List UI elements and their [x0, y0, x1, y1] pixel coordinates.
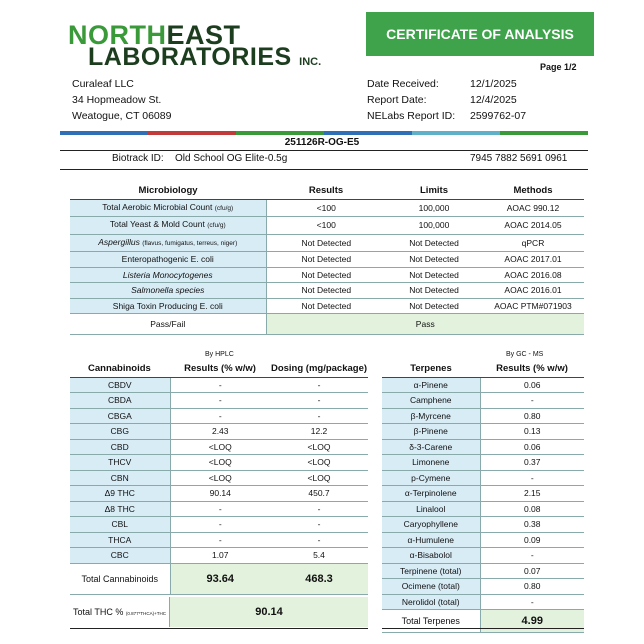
hplc-method-label: By HPLC	[205, 351, 234, 358]
company-logo-line2	[88, 45, 321, 75]
total-thc-formula: (0.877*THCA)+THC	[125, 611, 167, 616]
table-row	[382, 439, 584, 455]
test-method: AOAC 990.12	[482, 199, 584, 217]
cannabinoid-dosing: <LOQ	[270, 470, 368, 486]
terpene-name: Linalool	[382, 501, 480, 517]
cannabinoid-result: <LOQ	[170, 439, 270, 455]
terpene-result: -	[480, 393, 584, 409]
total-thc-label	[70, 597, 170, 627]
table-row	[70, 377, 368, 393]
color-bar-segment	[324, 131, 412, 135]
gcms-method-label: By GC - MS	[506, 351, 544, 358]
table-row	[70, 393, 368, 409]
test-limit: Not Detected	[386, 234, 482, 252]
test-method: AOAC PTM#071903	[482, 298, 584, 314]
test-method: AOAC 2016.01	[482, 283, 584, 299]
cannabinoid-dosing: 450.7	[270, 486, 368, 502]
terpene-results-header: Results (% w/w)	[480, 362, 584, 377]
color-bar-segment	[60, 131, 148, 135]
terpene-result: -	[480, 470, 584, 486]
cannabinoid-name: THCA	[70, 532, 170, 548]
test-limit: Not Detected	[386, 252, 482, 268]
biotrack-number: 7945 7882 5691 0961	[470, 153, 568, 164]
cannabinoid-name: CBGA	[70, 408, 170, 424]
client-name: Curaleaf LLC	[72, 78, 134, 90]
test-unit: (cfu/g)	[207, 222, 226, 229]
report-meta-labels	[367, 76, 455, 124]
table-row	[70, 234, 584, 252]
client-address-line2: Weatogue, CT 06089	[72, 110, 172, 122]
test-limit: 100,000	[386, 199, 482, 217]
table-row	[382, 501, 584, 517]
terpene-result: -	[480, 594, 584, 610]
cannabinoid-dosing: -	[270, 408, 368, 424]
table-row	[70, 424, 368, 440]
test-result: Not Detected	[266, 283, 386, 299]
cannabinoid-dosing: -	[270, 393, 368, 409]
table-row	[70, 455, 368, 471]
terpene-name: β-Myrcene	[382, 408, 480, 424]
test-result: Not Detected	[266, 234, 386, 252]
cannabinoid-name: THCV	[70, 455, 170, 471]
terpene-result: 0.80	[480, 408, 584, 424]
cannabinoid-name: Δ8 THC	[70, 501, 170, 517]
cannabinoid-result: 90.14	[170, 486, 270, 502]
cannabinoid-result: -	[170, 377, 270, 393]
cannabinoid-dosing: -	[270, 501, 368, 517]
terpene-result: 0.06	[480, 439, 584, 455]
logo-text-laboratories: LABORATORIES	[88, 43, 292, 71]
microbiology-test	[70, 234, 266, 252]
terpene-name: Limonene	[382, 455, 480, 471]
terpene-name: Caryophyllene	[382, 517, 480, 533]
table-row	[70, 517, 368, 533]
logo-text-inc: INC.	[299, 56, 322, 68]
test-limit: Not Detected	[386, 267, 482, 283]
cannabinoid-result: 2.43	[170, 424, 270, 440]
test-method: AOAC 2014.05	[482, 217, 584, 235]
cannabinoid-name: CBL	[70, 517, 170, 533]
cannabinoid-result: -	[170, 501, 270, 517]
microbiology-test	[70, 267, 266, 283]
biotrack-label: Biotrack ID:	[112, 153, 164, 164]
cannabinoid-name: CBN	[70, 470, 170, 486]
terpene-name: Terpinene (total)	[382, 563, 480, 579]
test-result: <100	[266, 217, 386, 235]
cannabinoid-result: -	[170, 408, 270, 424]
terpene-result: 0.38	[480, 517, 584, 533]
cannabinoid-dosing: -	[270, 377, 368, 393]
test-result: Not Detected	[266, 267, 386, 283]
microbiology-test	[70, 298, 266, 314]
terpene-name: α-Bisabolol	[382, 548, 480, 564]
cannabinoids-header: Cannabinoids	[70, 362, 170, 377]
color-bar-segment	[148, 131, 236, 135]
total-terpenes-value: 4.99	[480, 610, 584, 633]
test-result: Not Detected	[266, 298, 386, 314]
terpene-name: p-Cymene	[382, 470, 480, 486]
microbiology-test	[70, 252, 266, 268]
cannabinoids-table	[70, 362, 368, 595]
test-name: Listeria Monocytogenes	[122, 269, 213, 280]
microbiology-test	[70, 283, 266, 299]
total-cannabinoids-dosing: 468.3	[270, 563, 368, 594]
test-name: Shiga Toxin Producing E. coli	[112, 300, 223, 311]
terpene-result: 0.13	[480, 424, 584, 440]
cannabinoid-dosing: <LOQ	[270, 455, 368, 471]
color-bar-segment	[500, 131, 588, 135]
table-row	[382, 470, 584, 486]
table-row	[382, 393, 584, 409]
table-row	[382, 594, 584, 610]
logo-text-east: EAST	[166, 20, 241, 50]
table-row	[382, 563, 584, 579]
cannabinoid-name: CBDA	[70, 393, 170, 409]
cannabinoid-result: -	[170, 517, 270, 533]
cannabinoid-result: -	[170, 393, 270, 409]
page-number: Page 1/2	[540, 62, 577, 72]
report-id-value: 2599762-07	[470, 110, 527, 122]
microbiology-test	[70, 217, 266, 235]
product-name: Old School OG Elite-0.5g	[175, 153, 288, 164]
terpene-result: 0.06	[480, 377, 584, 393]
microbiology-test	[70, 199, 266, 217]
report-meta-values	[470, 76, 526, 124]
terpenes-table	[382, 362, 584, 633]
results-header: Results	[266, 184, 386, 199]
cannabinoid-dosing: -	[270, 517, 368, 533]
table-row	[382, 532, 584, 548]
table-row	[382, 579, 584, 595]
cannabinoid-dosing: <LOQ	[270, 439, 368, 455]
test-result: Not Detected	[266, 252, 386, 268]
table-row	[70, 252, 584, 268]
terpene-name: Camphene	[382, 393, 480, 409]
cannabinoid-result: <LOQ	[170, 470, 270, 486]
table-row	[382, 486, 584, 502]
table-row	[382, 455, 584, 471]
cannabinoid-result: 1.07	[170, 548, 270, 564]
total-thc-label-text: Total THC %	[73, 607, 124, 617]
test-limit: 100,000	[386, 217, 482, 235]
color-bar-segment	[412, 131, 500, 135]
table-row	[382, 517, 584, 533]
test-result: <100	[266, 199, 386, 217]
table-row	[382, 548, 584, 564]
test-name: Total Yeast & Mold Count	[109, 219, 205, 229]
test-name: Salmonella species	[131, 285, 205, 295]
pass-fail-row	[70, 314, 584, 335]
test-method: qPCR	[482, 234, 584, 252]
table-row	[70, 283, 584, 299]
table-row	[70, 501, 368, 517]
table-row	[70, 267, 584, 283]
total-cannabinoids-result: 93.64	[170, 563, 270, 594]
terpene-name: δ-3-Carene	[382, 439, 480, 455]
total-cannabinoids-label: Total Cannabinoids	[70, 563, 170, 594]
dosing-header: Dosing (mg/package)	[270, 362, 368, 377]
table-row	[382, 408, 584, 424]
cannabinoid-dosing: 5.4	[270, 548, 368, 564]
terpene-name: α-Terpinolene	[382, 486, 480, 502]
cannabinoid-name: CBC	[70, 548, 170, 564]
report-date-value: 12/4/2025	[470, 94, 517, 106]
terpene-name: Nerolidol (total)	[382, 594, 480, 610]
color-bar-segment	[236, 131, 324, 135]
test-limit: Not Detected	[386, 283, 482, 299]
test-unit: (cfu/g)	[214, 204, 234, 212]
terpene-result: -	[480, 548, 584, 564]
table-row	[70, 439, 368, 455]
table-row	[70, 298, 584, 314]
cannabinoid-name: CBD	[70, 439, 170, 455]
table-row	[70, 217, 584, 235]
date-received-label: Date Received:	[367, 78, 439, 90]
cannabinoid-name: CBG	[70, 424, 170, 440]
table-row	[70, 486, 368, 502]
total-thc-row	[70, 597, 368, 627]
test-name: Total Aerobic Microbial Count	[102, 201, 213, 212]
test-method: AOAC 2016.08	[482, 267, 584, 283]
divider	[60, 169, 588, 170]
cannabinoid-dosing: 12.2	[270, 424, 368, 440]
report-date-label: Report Date:	[367, 94, 427, 106]
cannabinoid-name: Δ9 THC	[70, 486, 170, 502]
pass-fail-label: Pass/Fail	[70, 314, 266, 335]
table-row	[70, 408, 368, 424]
cannabinoid-result: <LOQ	[170, 455, 270, 471]
test-limit: Not Detected	[386, 298, 482, 314]
test-unit: (flavus, fumigatus, terreus, niger)	[142, 239, 238, 247]
table-row	[70, 199, 584, 217]
client-address-line1: 34 Hopmeadow St.	[72, 94, 162, 106]
test-method: AOAC 2017.01	[482, 252, 584, 268]
methods-header: Methods	[482, 184, 584, 199]
terpene-result: 0.37	[480, 455, 584, 471]
terpene-result: 0.08	[480, 501, 584, 517]
table-row	[382, 424, 584, 440]
test-name: Enteropathogenic E. coli	[121, 254, 214, 264]
date-received-value: 12/1/2025	[470, 78, 517, 90]
cannabinoid-results-header: Results (% w/w)	[170, 362, 270, 377]
header-color-bar	[60, 131, 588, 135]
cannabinoid-name: CBDV	[70, 377, 170, 393]
terpene-name: β-Pinene	[382, 424, 480, 440]
table-row	[70, 470, 368, 486]
terpene-result: 0.80	[480, 579, 584, 595]
logo-text-north: NORTH	[68, 20, 167, 50]
report-id-label: NELabs Report ID:	[367, 110, 456, 122]
test-name: Aspergillus	[98, 236, 140, 247]
terpene-name: α-Humulene	[382, 532, 480, 548]
cannabinoid-dosing: -	[270, 532, 368, 548]
terpene-result: 0.07	[480, 563, 584, 579]
cannabinoid-result: -	[170, 532, 270, 548]
table-row	[70, 548, 368, 564]
divider	[70, 628, 368, 629]
sample-id: 251126R-OG-E5	[284, 137, 360, 148]
total-terpenes-label: Total Terpenes	[382, 610, 480, 633]
certificate-title: CERTIFICATE OF ANALYSIS	[366, 12, 594, 56]
divider	[382, 628, 584, 629]
terpene-result: 0.09	[480, 532, 584, 548]
client-block	[72, 76, 171, 124]
microbiology-table	[70, 184, 584, 335]
table-row	[382, 377, 584, 393]
pass-fail-value: Pass	[266, 314, 584, 335]
divider	[60, 150, 588, 151]
terpene-name: α-Pinene	[382, 377, 480, 393]
terpene-result: 2.15	[480, 486, 584, 502]
microbiology-header: Microbiology	[70, 184, 266, 199]
limits-header: Limits	[386, 184, 482, 199]
total-thc-value: 90.14	[170, 597, 368, 627]
terpenes-header: Terpenes	[382, 362, 480, 377]
terpene-name: Ocimene (total)	[382, 579, 480, 595]
table-row	[70, 532, 368, 548]
